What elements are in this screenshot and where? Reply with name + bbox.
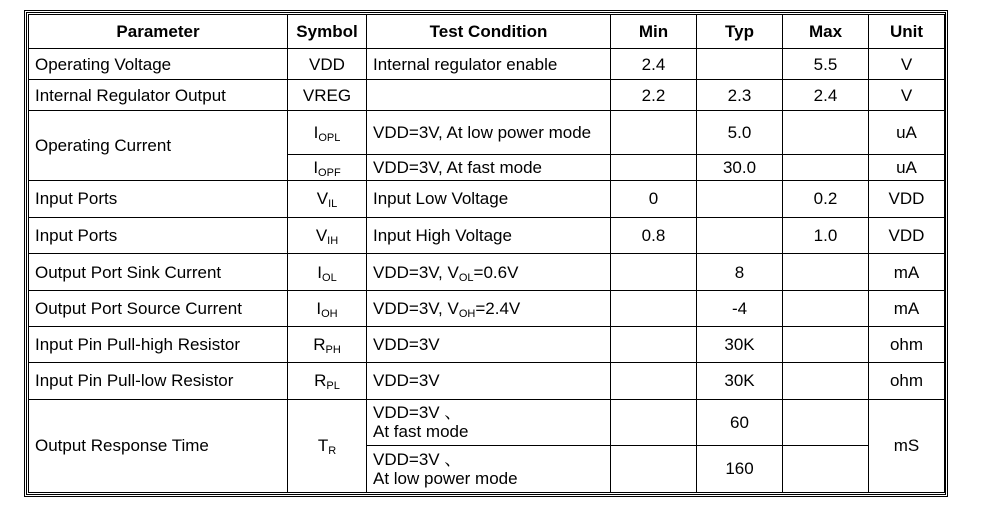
symbol-subscript: OL (322, 271, 337, 284)
condition-cell: Internal regulator enable (367, 49, 611, 80)
symbol-cell (288, 327, 367, 363)
table-row (29, 363, 945, 399)
min-cell: 0.8 (611, 217, 697, 253)
min-cell (611, 399, 697, 445)
symbol-main: V (315, 225, 328, 245)
condition-cell (367, 445, 611, 492)
symbol-main: I (313, 157, 319, 177)
table-row (29, 327, 945, 363)
table-row (29, 217, 945, 253)
min-cell: 0 (611, 180, 697, 217)
max-cell (783, 154, 869, 180)
max-cell (783, 399, 869, 445)
symbol-subscript: IH (327, 234, 339, 247)
parameter-cell: Output Response Time (29, 399, 288, 493)
condition-cell (367, 253, 611, 290)
min-cell (611, 291, 697, 327)
symbol-subscript: PH (325, 344, 341, 357)
typ-cell: 5.0 (697, 111, 783, 154)
table-row (29, 49, 945, 80)
min-cell (611, 327, 697, 363)
parameter-cell: Input Pin Pull-low Resistor (29, 363, 288, 399)
unit-cell: mS (869, 399, 945, 493)
symbol-subscript: OPF (318, 166, 341, 179)
symbol-subscript: OPL (318, 131, 341, 144)
typ-cell: 30K (697, 327, 783, 363)
header-parameter: Parameter (29, 15, 288, 49)
typ-cell (697, 49, 783, 80)
max-cell: 2.4 (783, 80, 869, 111)
unit-cell: uA (869, 111, 945, 154)
condition-text: =0.6V (473, 262, 519, 282)
header-min: Min (611, 15, 697, 49)
condition-cell (367, 399, 611, 445)
min-cell (611, 253, 697, 290)
table-row (29, 180, 945, 217)
condition-text: VDD=3V, V (373, 299, 459, 319)
condition-line: VDD=3V 、 (373, 403, 462, 423)
unit-cell: VDD (869, 217, 945, 253)
typ-cell: 8 (697, 253, 783, 290)
parameter-cell: Operating Voltage (29, 49, 288, 80)
max-cell (783, 111, 869, 154)
condition-text: =2.4V (475, 299, 521, 319)
condition-cell: VDD=3V, At fast mode (367, 154, 611, 180)
header-max: Max (783, 15, 869, 49)
symbol-main: R (314, 371, 327, 391)
table-row (29, 399, 945, 445)
parameter-cell: Input Pin Pull-high Resistor (29, 327, 288, 363)
typ-cell: -4 (697, 291, 783, 327)
parameter-cell: Input Ports (29, 217, 288, 253)
typ-cell: 160 (697, 445, 783, 492)
table-row (29, 80, 945, 111)
spec-table (28, 14, 945, 493)
typ-cell: 30.0 (697, 154, 783, 180)
parameter-cell: Internal Regulator Output (29, 80, 288, 111)
condition-text: VDD=3V, V (373, 262, 459, 282)
symbol-cell (288, 291, 367, 327)
min-cell: 2.4 (611, 49, 697, 80)
symbol-cell (288, 111, 367, 154)
symbol-main: I (316, 299, 322, 319)
condition-cell (367, 291, 611, 327)
condition-cell: Input Low Voltage (367, 180, 611, 217)
symbol-main: T (317, 436, 329, 456)
max-cell: 5.5 (783, 49, 869, 80)
symbol-cell (288, 253, 367, 290)
symbol-cell: VDD (288, 49, 367, 80)
table-row (29, 253, 945, 290)
unit-cell: VDD (869, 180, 945, 217)
max-cell (783, 363, 869, 399)
typ-cell: 30K (697, 363, 783, 399)
min-cell (611, 445, 697, 492)
min-cell (611, 154, 697, 180)
table-row (29, 111, 945, 154)
symbol-cell (288, 399, 367, 493)
unit-cell: mA (869, 291, 945, 327)
symbol-main: V (316, 189, 329, 209)
max-cell (783, 291, 869, 327)
symbol-cell: VREG (288, 80, 367, 111)
condition-cell: VDD=3V (367, 363, 611, 399)
min-cell (611, 363, 697, 399)
header-symbol: Symbol (288, 15, 367, 49)
typ-cell (697, 180, 783, 217)
condition-cell: VDD=3V, At low power mode (367, 111, 611, 154)
symbol-main: I (313, 122, 319, 142)
header-typ: Typ (697, 15, 783, 49)
condition-cell: Input High Voltage (367, 217, 611, 253)
condition-line: VDD=3V 、 (373, 449, 462, 469)
symbol-main: I (317, 262, 323, 282)
condition-subscript: OL (458, 271, 474, 284)
condition-cell: VDD=3V (367, 327, 611, 363)
condition-cell (367, 80, 611, 111)
max-cell (783, 445, 869, 492)
parameter-cell: Output Port Sink Current (29, 253, 288, 290)
max-cell: 0.2 (783, 180, 869, 217)
symbol-subscript: OH (321, 308, 338, 321)
typ-cell: 60 (697, 399, 783, 445)
parameter-cell: Input Ports (29, 180, 288, 217)
condition-line: At fast mode (373, 422, 469, 442)
condition-subscript: OH (458, 308, 476, 321)
symbol-cell (288, 180, 367, 217)
header-test-condition: Test Condition (367, 15, 611, 49)
symbol-main: R (313, 335, 326, 355)
header-row (29, 15, 945, 49)
condition-line: At low power mode (373, 468, 518, 488)
typ-cell: 2.3 (697, 80, 783, 111)
header-unit: Unit (869, 15, 945, 49)
symbol-subscript: R (328, 445, 337, 458)
symbol-subscript: IL (328, 198, 338, 211)
unit-cell: mA (869, 253, 945, 290)
min-cell (611, 111, 697, 154)
unit-cell: ohm (869, 327, 945, 363)
symbol-cell (288, 154, 367, 180)
table-row (29, 291, 945, 327)
unit-cell: uA (869, 154, 945, 180)
unit-cell: ohm (869, 363, 945, 399)
max-cell (783, 253, 869, 290)
max-cell (783, 327, 869, 363)
typ-cell (697, 217, 783, 253)
unit-cell: V (869, 49, 945, 80)
symbol-cell (288, 363, 367, 399)
parameter-cell: Output Port Source Current (29, 291, 288, 327)
min-cell: 2.2 (611, 80, 697, 111)
symbol-cell (288, 217, 367, 253)
max-cell: 1.0 (783, 217, 869, 253)
symbol-subscript: PL (326, 380, 340, 393)
parameter-cell: Operating Current (29, 111, 288, 180)
unit-cell: V (869, 80, 945, 111)
